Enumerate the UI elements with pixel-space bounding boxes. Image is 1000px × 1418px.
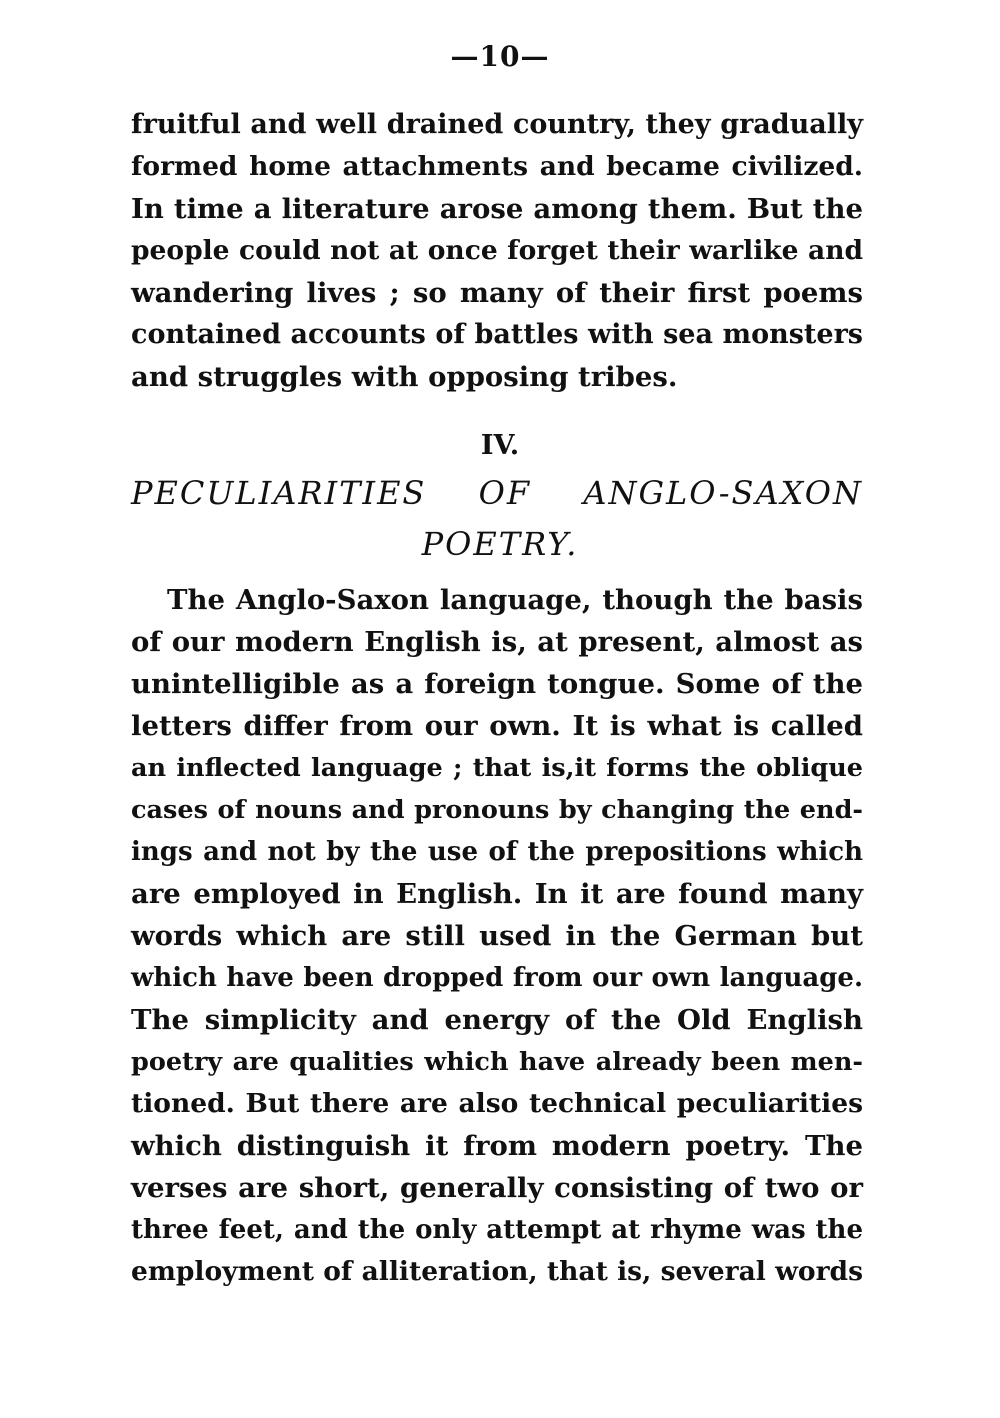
- paragraph-line: The Anglo-Saxon language, though the basis: [167, 584, 863, 616]
- paragraph-line: of our modern English is, at present, almost as: [131, 626, 863, 658]
- paragraph-line: In time a literature arose among them. But the: [131, 193, 863, 225]
- paragraph-line: which distinguish it from modern poetry. The: [131, 1130, 863, 1162]
- paragraph-line: tioned. But there are also technical peculiarities: [131, 1088, 863, 1119]
- paragraph-line: poetry are qualities which have already been men-: [131, 1047, 863, 1077]
- paragraph-line: and struggles with opposing tribes.: [131, 361, 678, 393]
- paragraph-line: fruitful and well drained country, they gradually: [131, 109, 863, 140]
- paragraph-line: an inflected language ; that is,it forms the oblique: [131, 753, 863, 783]
- paragraph-line: The simplicity and energy of the Old English: [131, 1004, 863, 1036]
- page-number: —10—: [450, 40, 550, 73]
- section-numeral: IV.: [480, 430, 520, 461]
- paragraph-line: which have been dropped from our own language.: [131, 963, 863, 993]
- paragraph-line: wandering lives ; so many of their first poems: [131, 277, 863, 309]
- paragraph-line: ings and not by the use of the prepositions which: [131, 837, 863, 867]
- section-title-line-2: POETRY.: [421, 525, 579, 563]
- paragraph-line: people could not at once forget their warlike and: [131, 235, 863, 266]
- paragraph-2: [131, 579, 863, 1293]
- paragraph-line: employment of alliteration, that is, several words: [131, 1256, 863, 1287]
- paragraph-1: [131, 104, 863, 398]
- section-title-line-1: PECULIARITIES OF ANGLO-SAXON: [131, 474, 863, 512]
- paragraph-line: contained accounts of battles with sea monsters: [131, 319, 863, 350]
- paragraph-line: words which are still used in the German but: [131, 920, 863, 952]
- paragraph-line: are employed in English. In it are found many: [131, 878, 863, 910]
- paragraph-line: letters differ from our own. It is what is called: [131, 710, 863, 742]
- paragraph-line: verses are short, generally consisting of two or: [131, 1172, 863, 1204]
- paragraph-line: formed home attachments and became civilized.: [131, 151, 863, 182]
- paragraph-line: three feet, and the only attempt at rhyme was the: [131, 1215, 863, 1245]
- paragraph-line: cases of nouns and pronouns by changing the end-: [131, 795, 863, 825]
- paragraph-line: unintelligible as a foreign tongue. Some of the: [131, 668, 863, 700]
